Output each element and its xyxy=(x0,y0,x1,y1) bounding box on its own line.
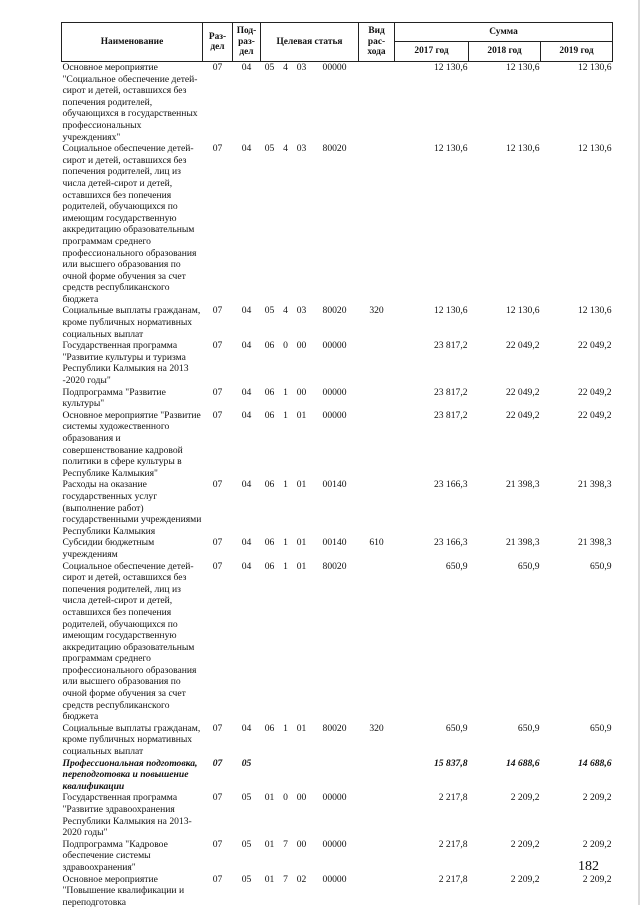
row-target-event xyxy=(293,758,311,793)
row-name: Социальные выплаты гражданам, кроме публичных нормативных социальных выплат xyxy=(62,723,203,758)
table-body xyxy=(62,62,613,908)
row-target-direction: 00000 xyxy=(311,387,359,410)
row-podrazdel: 04 xyxy=(233,62,261,144)
row-sum-2019: 12 130,6 xyxy=(541,305,613,340)
row-sum-2017: 2 217,8 xyxy=(395,839,469,874)
row-sum-2019: 22 049,2 xyxy=(541,340,613,386)
row-expense-type xyxy=(359,410,395,480)
header-target: Целевая статья xyxy=(261,23,359,62)
table-row xyxy=(62,305,613,340)
row-sum-2018: 2 209,2 xyxy=(469,839,541,874)
row-podrazdel: 04 xyxy=(233,410,261,480)
row-target-program: 06 xyxy=(261,410,279,480)
row-expense-type xyxy=(359,62,395,144)
row-target-direction: 00140 xyxy=(311,479,359,537)
row-target-subprogram: 1 xyxy=(279,537,293,560)
table-row xyxy=(62,340,613,386)
row-target-event: 00 xyxy=(293,340,311,386)
row-razdel: 07 xyxy=(203,143,233,305)
row-name: Государственная программа "Развитие здравоохранения Республики Калмыкия на 2013-2020 годы" xyxy=(62,792,203,838)
row-target-event: 01 xyxy=(293,537,311,560)
row-name: Основное мероприятие "Развитие системы художественного образования и совершенствование кадровой политики в сфере культуры в Республике Калмыкия" xyxy=(62,410,203,480)
row-target-subprogram xyxy=(279,758,293,793)
row-target-event: 03 xyxy=(293,305,311,340)
budget-table xyxy=(61,22,613,908)
row-sum-2017: 650,9 xyxy=(395,561,469,723)
row-sum-2017: 15 837,8 xyxy=(395,758,469,793)
row-target-program: 05 xyxy=(261,143,279,305)
row-target-program: 05 xyxy=(261,305,279,340)
row-sum-2018: 650,9 xyxy=(469,561,541,723)
header-year-2018: 2018 год xyxy=(469,42,541,62)
row-target-subprogram: 4 xyxy=(279,305,293,340)
row-target-event: 01 xyxy=(293,479,311,537)
header-year-2019: 2019 год xyxy=(541,42,613,62)
row-razdel: 07 xyxy=(203,410,233,480)
row-target-subprogram: 4 xyxy=(279,143,293,305)
row-sum-2018: 2 209,2 xyxy=(469,792,541,838)
row-podrazdel: 04 xyxy=(233,340,261,386)
row-sum-2017: 12 130,6 xyxy=(395,305,469,340)
row-name: Подпрограмма "Развитие культуры" xyxy=(62,387,203,410)
row-expense-type: 610 xyxy=(359,537,395,560)
row-sum-2019: 21 398,3 xyxy=(541,479,613,537)
row-expense-type xyxy=(359,874,395,908)
row-name: Социальные выплаты гражданам, кроме публичных нормативных социальных выплат xyxy=(62,305,203,340)
row-sum-2017: 23 817,2 xyxy=(395,340,469,386)
row-expense-type xyxy=(359,340,395,386)
row-target-direction xyxy=(311,758,359,793)
row-name: Социальное обеспечение детей-сирот и детей, оставшихся без попечения родителей, лиц из числа детей-сирот и детей, оставшихся без попечения родителей, обучающихся по имеющим государственную аккредитацию образовательным программам среднего профессионального образования или высшего образования по очной форме обучения за счет средств республиканского бюджета xyxy=(62,143,203,305)
table-row xyxy=(62,792,613,838)
row-sum-2017: 12 130,6 xyxy=(395,62,469,144)
row-razdel: 07 xyxy=(203,874,233,908)
row-target-program: 05 xyxy=(261,62,279,144)
row-target-program: 06 xyxy=(261,723,279,758)
row-name: Подпрограмма "Кадровое обеспечение системы здравоохранения" xyxy=(62,839,203,874)
row-target-program xyxy=(261,758,279,793)
row-target-subprogram: 1 xyxy=(279,387,293,410)
row-target-subprogram: 0 xyxy=(279,340,293,386)
row-target-direction: 00000 xyxy=(311,340,359,386)
table-header xyxy=(62,23,613,62)
page-number: 182 xyxy=(578,859,599,875)
row-sum-2017: 2 217,8 xyxy=(395,874,469,908)
row-podrazdel: 05 xyxy=(233,839,261,874)
row-expense-type xyxy=(359,839,395,874)
row-target-direction: 00000 xyxy=(311,839,359,874)
table-row xyxy=(62,387,613,410)
row-target-program: 01 xyxy=(261,792,279,838)
row-podrazdel: 04 xyxy=(233,561,261,723)
row-target-event: 02 xyxy=(293,874,311,908)
row-sum-2017: 12 130,6 xyxy=(395,143,469,305)
header-razdel: Раз-дел xyxy=(203,23,233,62)
row-razdel: 07 xyxy=(203,758,233,793)
header-year-2017: 2017 год xyxy=(395,42,469,62)
row-razdel: 07 xyxy=(203,62,233,144)
row-podrazdel: 04 xyxy=(233,143,261,305)
row-name: Профессиональная подготовка, переподготовка и повышение квалификации xyxy=(62,758,203,793)
row-razdel: 07 xyxy=(203,537,233,560)
row-target-subprogram: 1 xyxy=(279,410,293,480)
row-sum-2017: 23 166,3 xyxy=(395,537,469,560)
row-name: Основное мероприятие "Социальное обеспечение детей-сирот и детей, оставшихся без попечения родителей, обучающихся в государственных профессиональных учреждениях" xyxy=(62,62,203,144)
row-razdel: 07 xyxy=(203,792,233,838)
header-name: Наименование xyxy=(62,23,203,62)
row-expense-type: 320 xyxy=(359,723,395,758)
row-sum-2019: 12 130,6 xyxy=(541,62,613,144)
row-name: Субсидии бюджетным учреждениям xyxy=(62,537,203,560)
row-target-event: 01 xyxy=(293,723,311,758)
header-vid: Вид рас-хода xyxy=(359,23,395,62)
table-row xyxy=(62,537,613,560)
row-target-event: 01 xyxy=(293,410,311,480)
row-name: Социальное обеспечение детей-сирот и детей, оставшихся без попечения родителей, лиц из числа детей-сирот и детей, оставшихся без попечения родителей, обучающихся по имеющим государственную аккредитацию образовательным программам среднего профессионального образования или высшего образования по очной форме обучения за счет средств республиканского бюджета xyxy=(62,561,203,723)
table-row xyxy=(62,479,613,537)
table-row xyxy=(62,143,613,305)
row-target-program: 01 xyxy=(261,839,279,874)
row-razdel: 07 xyxy=(203,387,233,410)
row-target-subprogram: 1 xyxy=(279,479,293,537)
row-target-direction: 80020 xyxy=(311,143,359,305)
row-expense-type xyxy=(359,143,395,305)
row-sum-2018: 22 049,2 xyxy=(469,410,541,480)
row-target-event: 03 xyxy=(293,143,311,305)
row-podrazdel: 04 xyxy=(233,305,261,340)
row-sum-2019: 2 209,2 xyxy=(541,792,613,838)
row-podrazdel: 04 xyxy=(233,723,261,758)
row-sum-2019: 650,9 xyxy=(541,561,613,723)
row-target-subprogram: 0 xyxy=(279,792,293,838)
table-row xyxy=(62,561,613,723)
row-sum-2018: 12 130,6 xyxy=(469,305,541,340)
row-target-program: 06 xyxy=(261,340,279,386)
row-razdel: 07 xyxy=(203,561,233,723)
row-target-direction: 00000 xyxy=(311,792,359,838)
row-podrazdel: 04 xyxy=(233,537,261,560)
row-razdel: 07 xyxy=(203,340,233,386)
row-sum-2017: 650,9 xyxy=(395,723,469,758)
row-sum-2017: 23 817,2 xyxy=(395,410,469,480)
row-target-event: 00 xyxy=(293,792,311,838)
row-podrazdel: 05 xyxy=(233,874,261,908)
row-sum-2018: 22 049,2 xyxy=(469,340,541,386)
row-expense-type xyxy=(359,561,395,723)
row-sum-2019: 22 049,2 xyxy=(541,410,613,480)
row-sum-2017: 2 217,8 xyxy=(395,792,469,838)
row-target-program: 01 xyxy=(261,874,279,908)
row-sum-2019: 2 209,2 xyxy=(541,839,613,874)
row-target-direction: 00140 xyxy=(311,537,359,560)
row-podrazdel: 05 xyxy=(233,758,261,793)
row-target-program: 06 xyxy=(261,561,279,723)
row-razdel: 07 xyxy=(203,479,233,537)
row-expense-type xyxy=(359,758,395,793)
row-name: Государственная программа "Развитие культуры и туризма Республики Калмыкия на 2013 -2020 годы" xyxy=(62,340,203,386)
row-podrazdel: 05 xyxy=(233,792,261,838)
row-sum-2017: 23 166,3 xyxy=(395,479,469,537)
row-sum-2019: 650,9 xyxy=(541,723,613,758)
row-name: Расходы на оказание государственных услуг (выполнение работ) государственными учреждениями Республики Калмыкия xyxy=(62,479,203,537)
table-row xyxy=(62,410,613,480)
row-podrazdel: 04 xyxy=(233,387,261,410)
row-expense-type xyxy=(359,792,395,838)
row-sum-2018: 21 398,3 xyxy=(469,537,541,560)
row-target-direction: 80020 xyxy=(311,561,359,723)
row-sum-2018: 12 130,6 xyxy=(469,143,541,305)
row-expense-type xyxy=(359,387,395,410)
row-target-subprogram: 1 xyxy=(279,723,293,758)
row-target-program: 06 xyxy=(261,537,279,560)
row-target-subprogram: 4 xyxy=(279,62,293,144)
row-target-subprogram: 1 xyxy=(279,561,293,723)
row-target-direction: 00000 xyxy=(311,410,359,480)
row-expense-type xyxy=(359,479,395,537)
row-sum-2018: 21 398,3 xyxy=(469,479,541,537)
row-target-event: 01 xyxy=(293,561,311,723)
row-sum-2019: 22 049,2 xyxy=(541,387,613,410)
row-target-subprogram: 7 xyxy=(279,839,293,874)
table-row xyxy=(62,758,613,793)
row-sum-2019: 21 398,3 xyxy=(541,537,613,560)
table-row xyxy=(62,839,613,874)
row-sum-2017: 23 817,2 xyxy=(395,387,469,410)
table-row xyxy=(62,723,613,758)
row-sum-2018: 14 688,6 xyxy=(469,758,541,793)
row-target-event: 03 xyxy=(293,62,311,144)
row-expense-type: 320 xyxy=(359,305,395,340)
row-razdel: 07 xyxy=(203,305,233,340)
row-sum-2019: 2 209,2 xyxy=(541,874,613,908)
row-target-subprogram: 7 xyxy=(279,874,293,908)
row-target-program: 06 xyxy=(261,387,279,410)
row-target-direction: 00000 xyxy=(311,874,359,908)
row-podrazdel: 04 xyxy=(233,479,261,537)
row-name: Основное мероприятие "Повышение квалификации и переподготовка xyxy=(62,874,203,908)
row-target-direction: 80020 xyxy=(311,305,359,340)
row-target-direction: 00000 xyxy=(311,62,359,144)
row-sum-2018: 650,9 xyxy=(469,723,541,758)
row-sum-2018: 22 049,2 xyxy=(469,387,541,410)
row-sum-2018: 2 209,2 xyxy=(469,874,541,908)
row-razdel: 07 xyxy=(203,723,233,758)
row-razdel: 07 xyxy=(203,839,233,874)
row-target-event: 00 xyxy=(293,839,311,874)
row-target-program: 06 xyxy=(261,479,279,537)
row-sum-2018: 12 130,6 xyxy=(469,62,541,144)
table-row xyxy=(62,874,613,908)
row-sum-2019: 12 130,6 xyxy=(541,143,613,305)
row-sum-2019: 14 688,6 xyxy=(541,758,613,793)
row-target-event: 00 xyxy=(293,387,311,410)
table-row xyxy=(62,62,613,144)
header-podrazdel: Под-раз-дел xyxy=(233,23,261,62)
header-sum: Сумма xyxy=(395,23,613,42)
row-target-direction: 80020 xyxy=(311,723,359,758)
